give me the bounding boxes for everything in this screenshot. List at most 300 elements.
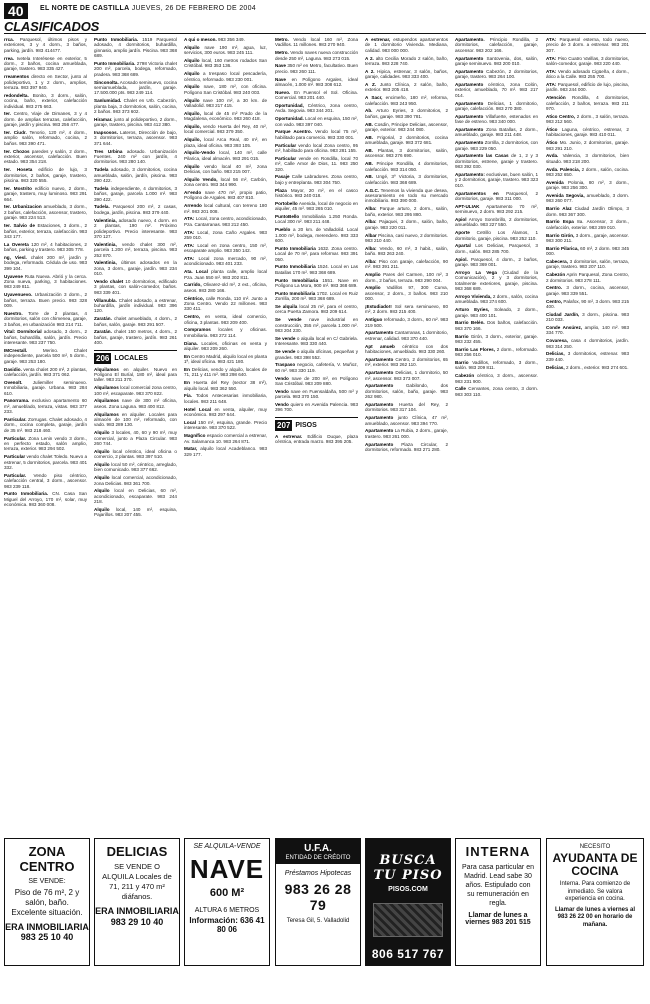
classified-ad: [365, 259, 448, 270]
classified-ad: [455, 320, 538, 331]
ad-text: vendo local Zona centro, 95 m², habilitado para oficina. 983 281 155.: [275, 142, 358, 154]
classified-ad: [365, 69, 448, 80]
ad-lead: Cabezón: [455, 373, 475, 379]
ad-lead: Sinconolta.: [94, 79, 119, 85]
ad-text: Ungé, 3º Victoria, 3 dormitorios, calefacción. 983 368 689.: [365, 174, 448, 185]
ad-text: (Ciudad de la Comunicación), 2 y 3 dormitorios, totalmente exteriores, garaje, piscina. 983 368 689.: [455, 269, 538, 292]
classified-ad: [94, 80, 177, 96]
ad-lead: Arroyo Vivienda,: [455, 293, 492, 299]
ad-text: Tenorio, 120 m², 4 dorm., amplio salón, reformado, cocina, 2 baños. 983 390 471.: [4, 130, 87, 146]
ad-lead: ATA:: [546, 82, 557, 88]
ad-lead: Apartamento: [455, 113, 484, 119]
ad-lead: Delicias,: [546, 351, 565, 357]
classified-ad: [546, 338, 629, 349]
classified-ad: [455, 217, 538, 228]
ad-text: local Arca Real, 40 m², en plaza, ideal oficina. 983 393 105.: [184, 137, 267, 148]
classified-ad: [94, 149, 177, 165]
ad-lead: A estrenar.: [275, 433, 303, 439]
ad-box-body: Interna. Para comienzo de inmediato. Se valora experiencia en cocina.: [559, 881, 631, 902]
ad-lead: Apartamento:: [455, 172, 485, 178]
classified-ad: [184, 354, 267, 365]
ad-text: Santovenia, dos, salón, garaje seminuevo. 983 200 010.: [455, 55, 538, 67]
ad-lead: En: [184, 367, 190, 373]
ad-box-footer: Llamar de lunes a viernes 983 201 515: [465, 912, 531, 926]
classified-ad: [546, 259, 629, 270]
ad-box-subtitle: ENTIDAD DE CRÉDITO: [285, 855, 351, 861]
ad-lead: Punto Inmobiliaria: [275, 277, 319, 283]
ad-text: Local en zona centro, 150 m², escaparate amplio. 983 350 142.: [184, 242, 267, 254]
classified-ad: [455, 230, 538, 241]
ad-lead: Apartamento: [455, 68, 484, 74]
ad-lead: Ar'endo: [184, 190, 202, 196]
ad-text: Piso con garaje, calefacción, 90 m². 983 391 211.: [365, 259, 448, 270]
classified-ad: [4, 398, 87, 414]
ad-lead: Ata. Local: [184, 269, 208, 275]
ad-lead: Particular.: [4, 435, 27, 441]
classified-ad: [546, 140, 629, 151]
ad-text: Edificio Duque, plaza céntrica, entrada marzo. 983 395 205.: [275, 433, 358, 445]
ad-lead: ATA:: [184, 229, 195, 235]
ad-text: 3 dorm., piscina. 983 210 033.: [546, 311, 629, 323]
classified-ad: [546, 167, 629, 178]
classified-ad: [94, 186, 177, 202]
classified-ad: [546, 246, 629, 257]
classified-ad: [546, 180, 629, 191]
ad-box-busca-piso: [365, 838, 451, 966]
classified-ad: [365, 108, 448, 119]
classified-ad: [275, 304, 358, 315]
classified-ad: [275, 278, 358, 289]
classified-ad: [365, 188, 448, 204]
paper-name: EL NORTE DE CASTILLA: [40, 5, 130, 12]
ad-lead: Hiramar.: [94, 116, 113, 122]
ad-lead: Avda. Palencia,: [546, 166, 580, 172]
ad-lead: ng, Viesl.: [4, 254, 27, 260]
ad-lead: Alba:: [365, 219, 377, 225]
ad-lead: Apartamento: [455, 100, 484, 106]
ad-box-ayudanta-cocina: [546, 838, 644, 966]
classified-ad: [184, 433, 267, 444]
subsection-header: [94, 350, 177, 364]
classified-ad: [4, 242, 87, 253]
classified-ad: [184, 45, 267, 56]
classified-ad: [4, 93, 87, 109]
classified-ad: [275, 63, 358, 74]
ad-lead: PuntoBello: [275, 214, 300, 220]
ad-lead: Se alquila: [275, 304, 298, 310]
ad-text: Ciudad Jardín Olimpo, 3 dorm. 983 367 300.: [546, 206, 629, 217]
classified-ad: [184, 243, 267, 254]
classified-ad: [275, 50, 358, 61]
classified-ad: [184, 177, 267, 188]
ad-text: alquilo local Acadeblanco. 983 329 177.: [184, 446, 267, 457]
classified-ad: [546, 56, 629, 67]
ad-text: 1524. Local en Las Batallas 170 m². 983 368 689.: [275, 264, 358, 275]
ad-lead: ATA:: [184, 256, 195, 262]
classified-ad: [455, 127, 538, 138]
classified-ad: [94, 462, 177, 473]
ad-text: exclusivas, buen salón, 1 y 2 dormitorios, garaje, trastero. 983 323 010.: [455, 172, 538, 188]
ad-text: Pares del Carmen, 100 m², 3 dorm., 2 baños, terraza. 983 290 004.: [365, 272, 448, 283]
ad-box-line: SE VENDE:: [28, 878, 66, 885]
ad-box-footer: ERA INMOBILIARIA 983 25 10 40: [5, 922, 89, 942]
classified-ad: [94, 367, 177, 383]
ad-text: local, 140 m², esquina, Pajarillos. 983 207 455.: [94, 507, 177, 518]
ad-text: Soleado, 2 dorm., garaje. 983 400 101.: [455, 307, 538, 318]
ad-text: céntrico, zona Colón, exterior, amueblado, 70 m². 983 217 014.: [455, 82, 538, 98]
ad-lead: Nuevo.: [275, 89, 291, 95]
ad-text: amueblado, 3 dorm., 2 baños, calefacción, ascensor, trastero, garaje. 983 224 513.: [4, 204, 87, 221]
classified-ad: [546, 206, 629, 217]
classified-ad: [94, 61, 177, 77]
ad-text: Inmobiliaria 1.250 Ronda. Local 300 m². 983 211 448.: [275, 214, 358, 225]
ad-box-title: ZONA CENTRO: [19, 844, 75, 874]
classified-ad: [275, 90, 358, 101]
ad-lead: Alquilo Vendo,: [184, 176, 218, 182]
ad-text: 2 dorm., salón, cocina amueblada. 983 274 600.: [455, 293, 538, 305]
classified-ad: [455, 69, 538, 80]
ad-text: 1519 Parquesol adosado, 4 dormitorios, buhardilla, ginnasio, amplio jardín. Piscina. 983 368 689.: [94, 37, 177, 59]
ad-text: estupendos apartamentos de 1 dormitorio Vivienda. Mediana, calidad. 983 000 000.: [365, 37, 448, 53]
classified-ad: [4, 111, 87, 127]
ad-text: Villafuerte, estenados en fase de estreno. 983 340 000.: [455, 113, 538, 125]
ad-text: locales y oficinas. Inmobiliaria. 983 272 114.: [184, 327, 267, 338]
ad-text: 3 locales, 40, 60 y 90 m², muy comercial, junto a Plaza Circular. 983 260 744.: [94, 430, 177, 446]
ad-box-title: INTERNA: [465, 844, 531, 859]
classified-ad: [365, 148, 448, 159]
classified-ad: [275, 402, 358, 413]
ad-text: vendo local 40 m², zona Delicias, con baño. 983 215 007.: [184, 163, 267, 175]
ad-lead: Compramos: [184, 327, 211, 333]
classified-ad: [455, 101, 538, 112]
ad-lead: Apartamento: [455, 140, 484, 146]
classified-ad: [275, 336, 358, 347]
classified-ad: [184, 164, 267, 175]
ad-text: Frigorial, 2 dormitorios, cocina amueblada, garaje. 983 372 681.: [365, 134, 448, 146]
ad-lead: Alquilo,: [184, 110, 201, 116]
classified-ad: [455, 257, 538, 268]
ad-text: Valencia, 3 dormitorios, bien situado. 983 218 200.: [546, 153, 629, 164]
classified-ad: [365, 174, 448, 185]
ad-text: 120 m², 4 habitaciones, 2 baños, parking y trastero. 983 305 778.: [4, 241, 87, 253]
classified-ad: [184, 111, 267, 122]
classified-ad: [365, 370, 448, 381]
ad-lead: Panorrama.: [4, 398, 30, 404]
classified-ad: [184, 37, 267, 42]
classified-ad: [455, 204, 538, 215]
classified-ad: [455, 347, 538, 358]
ad-lead: Vendo: [275, 375, 289, 381]
classified-ad: [455, 172, 538, 188]
classified-ad: [184, 203, 267, 214]
ad-box-ufa: [275, 838, 361, 966]
ad-lead: Amplio: [365, 285, 381, 291]
ad-text: Cantarranas, 1 dormitorio, estrenar, calidad. 983 370 440.: [365, 330, 448, 341]
ad-lead: Arroyo La Vega: [455, 269, 497, 275]
classified-ad: [546, 365, 629, 370]
ad-text: Principio Rondilla, 2 dormitorios, calefacción, garaje, ascensor. 983 202 166.: [455, 37, 538, 53]
ad-lead: ATA:: [546, 68, 557, 74]
classified-ad: [4, 491, 87, 507]
ad-text: Ruta Nueva. Abrió y la cerca. Zona nueva, parking, 3 habitaciones. 983 249 811.: [4, 273, 87, 290]
classified-ad: [94, 218, 177, 240]
ad-text: directo en Sector, junto al polideportivo, 1 y 2 dorm., amplios, terraza. 983 397 940.: [4, 74, 87, 91]
ad-text: espacio comercial a estrenar, Av. Salamanca 10. 983 264 871.: [184, 433, 267, 444]
ad-text: local 56 m², Carbón, zona centro. 983 344 990.: [184, 176, 267, 188]
classified-ad: [4, 223, 87, 239]
ad-text: exclusivo apartamento 60 m², amueblado, terraza, vistas. 983 377 233.: [4, 398, 87, 415]
ad-text: paredes y salón, 2 dorm., exterior, ascensor, calefacción. Buen estado. 983 354 218.: [4, 148, 87, 165]
ad-lead: Fía.: [184, 393, 192, 399]
ad-lead: rreamentos: [4, 74, 30, 80]
ad-lead: Alquilamos: [94, 398, 119, 404]
ad-lead: Punto Inmobiliaria.: [4, 491, 49, 497]
classified-ad: [184, 150, 267, 161]
ad-lead: Ovenolt.: [4, 379, 23, 385]
classified-ad: [455, 386, 538, 397]
ad-lead: Alquilo: [94, 430, 110, 436]
ad-lead: Nuestro.: [4, 310, 23, 316]
ad-lead: Nave: [275, 76, 286, 82]
ad-lead: ter. Salvio de: [4, 223, 35, 229]
ad-text: planta calle, amplio local Pza. Juan 550 m². 983 202 811.: [184, 269, 267, 280]
ad-text: nave de 200 m², en Polígono San Cristóbal. 983 209 880.: [275, 375, 358, 386]
ad-lead: Alquilo: [184, 58, 200, 63]
ad-lead: ter. Urbanizacion: [4, 204, 42, 210]
classified-ad: [455, 294, 538, 305]
ad-text: local comercial zona centro, 100 m², escaparate. 983 370 822.: [94, 385, 177, 396]
ad-text: Zorrugas. Chalet adosado, 4 dorm., cocina completa, garaje, jardín de 35 m². 983 218 460.: [4, 416, 87, 433]
classified-ad: [4, 167, 87, 183]
ad-box-body: SE VENDE O ALQUILA Locales de 71, 211 y 470 m² diáfanos.: [102, 862, 172, 901]
subsection-label: PISOS: [295, 421, 317, 429]
ad-lead: Particular: [4, 454, 26, 460]
classified-ad: [455, 114, 538, 125]
ad-lead: Alquilamos: [94, 385, 119, 391]
ad-lead: Alquilo,: [184, 124, 201, 130]
ad-text: 983 356 349.: [218, 37, 245, 42]
ad-lead: Dasidio.: [4, 366, 22, 372]
masthead: [40, 5, 256, 12]
ad-box-line: SE ALQUILA-VENDE: [193, 843, 261, 850]
ad-text: Huerta del Rey (sector 38 m²), alquilo local. 983 362 550.: [184, 380, 267, 391]
ad-text: nave 470 m², propio patio, Polígono de Argales. 983 407 810.: [184, 190, 267, 201]
classified-ad: [455, 56, 538, 67]
ad-lead: Apartamento: [365, 370, 394, 376]
classified-ad: [184, 216, 267, 227]
classified-ad: [275, 143, 358, 154]
ad-lead: Apt amueb: [365, 343, 395, 349]
ad-box-body: Teresa Gil, 5. Valladolid: [286, 918, 350, 924]
ad-lead: Amplio: [365, 272, 381, 278]
classified-ad: [546, 325, 629, 336]
ad-box-title: U.F.A.: [304, 843, 332, 854]
ad-text: en venta, alquiler, muy económico. 983 297 644.: [184, 406, 267, 418]
ad-lead: Portobello: [275, 200, 298, 206]
ad-lead: Metro.: [275, 50, 289, 56]
classified-ad: [275, 434, 358, 445]
classified-ad: [275, 156, 358, 172]
issue-date: JUEVES, 26 DE FEBRERO DE 2004: [131, 5, 256, 12]
ad-lead: Arturo Eyries,: [455, 307, 490, 313]
ad-lead: Alba:: [365, 259, 377, 265]
ad-text: Vadillos, reformado, 3 dorm., salón. 983 209 811.: [455, 359, 538, 371]
ad-lead: Punto Inmobiliaria.: [94, 61, 136, 67]
page-header: [0, 0, 650, 34]
ad-text: local cultural, con terreno 180 m². 983 201 008.: [184, 203, 267, 214]
ad-text: 1632. Zona centro. Local de 70 m², para reformar. 983 391 050.: [275, 245, 358, 262]
classified-ad: [4, 56, 87, 72]
ad-lead: Alquilo: [184, 97, 200, 103]
ad-text: adosado, 3 dorm., 2 baños, buhardilla, salón, jardín. Precio interesante. 983 237 750.: [4, 329, 87, 346]
ad-text: a trespaso local pescadería, céntrico, reformado. 983 230 001.: [184, 71, 267, 82]
ad-lead: Delicias,: [546, 364, 565, 370]
classified-ad: [184, 393, 267, 404]
ad-lead: Nave: [275, 63, 286, 69]
ad-text: Girón, 3 dorm., exterior, garaje. 983 232 455.: [455, 333, 538, 344]
ad-text: Piso Cuatro Varillas, 3 dormitorios, salón-comedor, garaje. 983 220 440.: [546, 55, 629, 67]
ad-lead: ATA:: [546, 37, 557, 42]
ad-text: independiente, 4 dormitorios, 3 baños, garaje, parcela 1.000 m². 983 390 422.: [94, 185, 177, 202]
classified-ad: [94, 117, 177, 128]
ad-box-size: 600 M²: [209, 887, 245, 899]
ad-lead: Alquilo: [184, 84, 200, 90]
ad-text: 2 dorm., 3 salón, terraza. 983 212 560.: [546, 113, 629, 125]
ad-lead: Apiol.: [455, 256, 468, 262]
ad-lead: AB.: [365, 148, 373, 154]
ad-lead: Vendo: [275, 388, 289, 394]
classified-ad: [365, 95, 448, 106]
ad-text: Locales, oficinas en venta y alquiler. 983 209 260.: [184, 340, 267, 352]
ad-lead: Apartamento: [455, 82, 484, 88]
classified-ad: [365, 415, 448, 426]
ad-text: nave industrial en construcción, 355 m², parcela 1.000 m². 983 204 230.: [275, 317, 358, 334]
ad-lead: ter. Chozos: [4, 148, 30, 154]
ad-text: Aprin Parquesol, Zona Centro, 2 dormitorios. 983 278 111.: [546, 272, 629, 283]
ad-text: Plaza Circular, 2 dormitorios, reformado. 983 271 280.: [365, 441, 448, 452]
classified-ad: [4, 149, 87, 165]
ad-lead: Barrio: [455, 333, 469, 339]
ad-box-title: DELICIAS: [106, 844, 168, 859]
ad-text: 60 m², 2 dorm. 983 345 000.: [546, 245, 629, 257]
ad-text: Los Delicias, Parquesol, 3 dorm., salón. 983 285 700.: [455, 243, 538, 254]
ad-text: junto al polideportivo, 2 dorm., garaje, trastero, piscina. 983 412 380.: [94, 116, 177, 128]
ad-text: Zona Batallas, 2 dorm., amueblado, garaje. 983 211 448.: [455, 127, 538, 138]
ad-text: Vendo adosado Cigüeña, 4 dorm., ático a la Calle. 983 255 700.: [546, 68, 629, 80]
ad-lead: Apartamento: [455, 127, 484, 133]
classified-ad: [546, 82, 629, 93]
classified-ad: [4, 204, 87, 220]
ad-text: 2 dorm., exterior. 983 274 601.: [565, 364, 629, 370]
classified-ad: [4, 255, 87, 271]
classified-ad: [455, 153, 538, 169]
ad-lead: Atención: [546, 95, 566, 101]
ad-lead: AB.: [365, 174, 373, 180]
classified-ad: [94, 98, 177, 114]
ad-text: vendo chalet Toledo. Nuevo a estrenar, 5 dormitorios, parcela. 983 401 332.: [4, 454, 87, 471]
ad-column: [455, 37, 538, 829]
classified-ad: [275, 291, 358, 302]
classified-ad: [275, 103, 358, 114]
ad-lead: Ab.: [365, 108, 373, 114]
classified-ad: [275, 317, 358, 333]
ad-lead: Barrio Alaz: [546, 206, 572, 212]
ad-lead: Villanubla.: [94, 297, 117, 303]
classified-ad: [546, 114, 629, 125]
ad-text: Centro Madrid, alquilo local en planta 1ª, ideal oficina. 983 421 180.: [184, 353, 267, 365]
classified-ad: [184, 446, 267, 457]
classified-ad: [275, 174, 358, 185]
classified-ad: [455, 82, 538, 98]
ad-lead: Alquilo: [94, 475, 110, 481]
ad-lead: Punto Inmobiliaria: [275, 290, 316, 296]
ad-lead: Tres Urbina: [94, 148, 123, 154]
ad-lead: Alquilamos: [94, 411, 119, 417]
ad-lead: Alquilamos: [94, 366, 119, 372]
ad-text: a 20 km. de Valladolid. Local 1.000 m², bodega, merendero. 983 333 600.: [275, 227, 358, 244]
classified-ad: [4, 367, 87, 378]
classified-ad: [94, 260, 177, 276]
classified-ad: [455, 373, 538, 384]
ad-text: Zona Lenin vendo 3 dorm., en perfecto estado, salón amplio, terraza, exterior. 983 294 502.: [4, 435, 87, 452]
ad-text: Local, zona centro, acondicionado, Pza. Cantarranas. 983 212 450.: [184, 216, 267, 227]
ad-box-body: Piso de 76 m², 2 y salón, baño. Excelente situación.: [11, 888, 83, 917]
classified-ad: [94, 204, 177, 215]
ad-text: Parquesol, 2 dormitorios, garaje. 983 311 000.: [455, 190, 538, 202]
ad-text: Vendo naves nueva construcción desde 250 m², Laguna. 983 273 015.: [275, 50, 358, 61]
ad-lead: IMCrestall.: [4, 347, 28, 353]
ad-text: Chalet en Urb. Cabezón, planta baja, 3 dormitorios, salón, cocina, 2 baños. 983 373 602.: [94, 98, 177, 115]
classified-ad: [275, 246, 358, 262]
ad-lead: Barrio Pilarica,: [546, 245, 579, 251]
ad-lead: ter.: [4, 111, 11, 117]
ad-text: Olivarez-old m², 2 ext., oficina, aseos. 983 280 166.: [184, 282, 267, 293]
classified-ad: [184, 269, 267, 280]
classified-ad: [184, 282, 267, 293]
ad-text: Merino. Chalet independiente, parcela 500 m², 5 dorm., garaje. 983 253 180.: [4, 347, 87, 364]
classified-ad: [4, 473, 87, 489]
ad-lead: ATA:: [184, 216, 195, 222]
ad-lead: Zaratán.: [94, 316, 112, 322]
classified-ad: [546, 193, 629, 204]
ad-lead: Se vende: [275, 349, 296, 355]
ad-lead: Alquilo: [94, 507, 110, 513]
classified-ad: [455, 191, 538, 202]
ad-lead: Barrio: [455, 359, 469, 365]
classified-ad: [184, 367, 267, 378]
classified-ad: [94, 507, 177, 518]
ad-text: nave de 300 m² oficina, aseos. Zona Laguna. 983 400 812.: [94, 398, 177, 409]
ad-lead: Alquilo: [94, 448, 110, 454]
classified-ad: [275, 214, 358, 225]
ad-text: Laguna, céntrico, estrenar, 2 habitaciones, garaje. 983 410 011.: [546, 127, 629, 138]
ad-text: vende en Rondilla, local 70 m², Calle Amor de Dios, 11. 983 250 320.: [275, 155, 358, 172]
ad-lead: rrea.: [4, 55, 14, 61]
classified-ad: [455, 140, 538, 151]
classified-ad: [94, 412, 177, 428]
classified-ad: [365, 82, 448, 93]
ad-lead: Alquilo: [184, 71, 200, 77]
classified-ad: [184, 124, 267, 135]
ad-text: Tenemos la vivienda que desea, asesoramiento en todo su mercado inmobiliario. 983 390 000.: [365, 187, 448, 204]
ad-lead: ter. Mostrito: [4, 185, 32, 191]
ad-text: calle Ronda, 110 m². Junto a Zona Centro. Vendo 22 millones. 983 330 411.: [184, 295, 267, 312]
ad-text: Arturo Eyries, 3 dormitorios, 2 baños, garaje. 983 390 781.: [365, 108, 448, 119]
ad-lead: A Z.: [365, 82, 377, 88]
ad-lead: Inapsosos.: [94, 130, 118, 136]
ad-box-line: Préstamos Hipotecas: [284, 870, 352, 877]
ad-text: en alquiler. Nuevo en Polígono El Buríal, 180 m², ideal para taller. 983 211 370.: [94, 366, 177, 383]
